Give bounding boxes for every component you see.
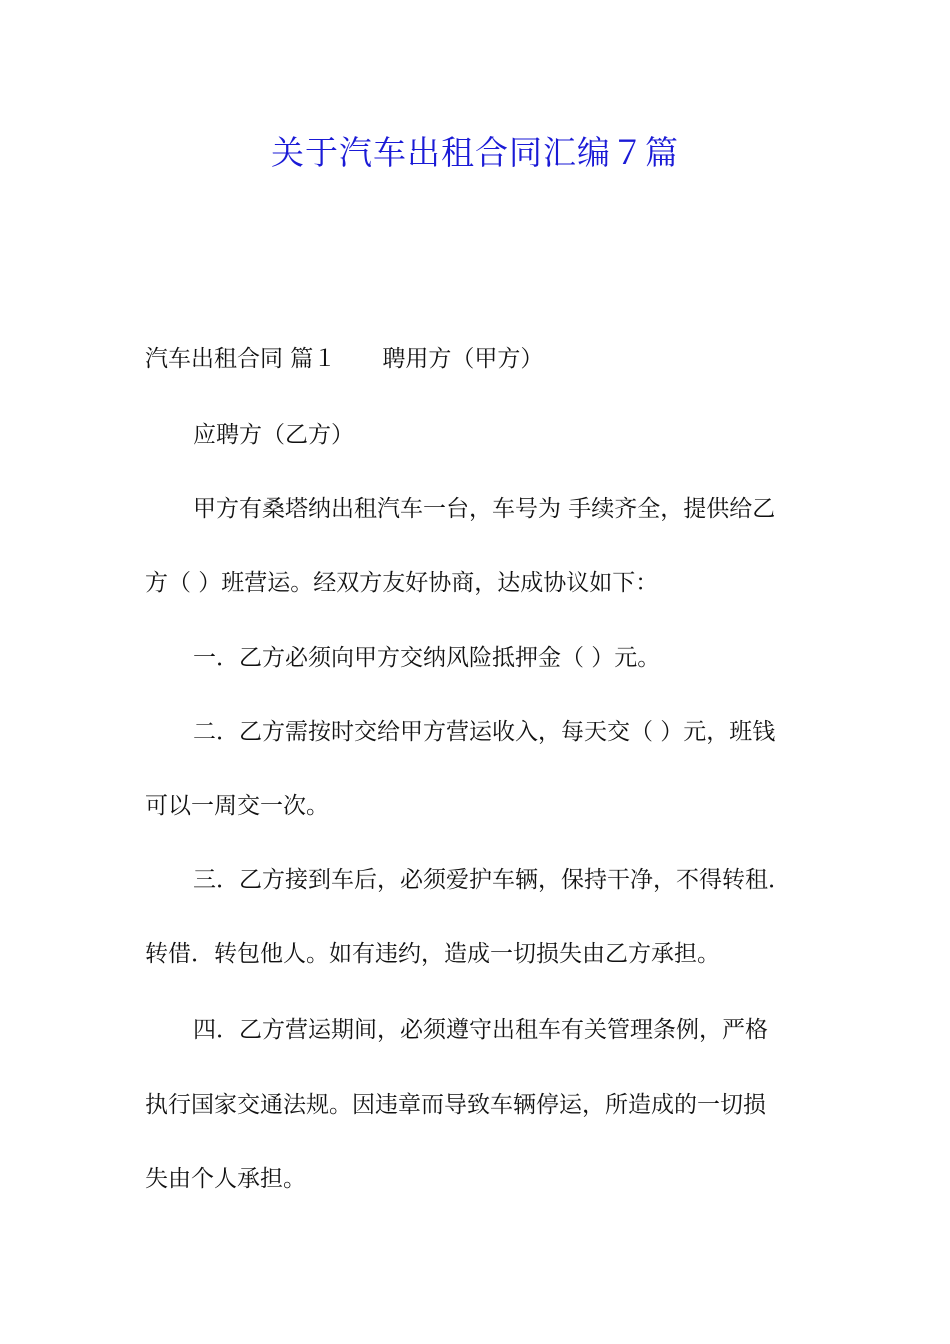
clause-3-line: 三．乙方接到车后，必须爱护车辆，保持干净，不得转租．	[193, 867, 791, 893]
paragraph-line: 应聘方（乙方）	[193, 422, 354, 448]
section-heading-line	[145, 344, 543, 374]
paragraph-line: 失由个人承担。	[145, 1166, 306, 1192]
document-title: 关于汽车出租合同汇编７篇	[271, 133, 679, 172]
paragraph-line: 执行国家交通法规。因违章而导致车辆停运，所造成的一切损	[145, 1092, 766, 1118]
section-title: 汽车出租合同 篇１	[145, 346, 337, 372]
paragraph-line: 方（ ）班营运。经双方友好协商，达成协议如下：	[145, 570, 659, 596]
clause-2-line: 二．乙方需按时交给甲方营运收入，每天交（ ）元，班钱	[193, 719, 776, 745]
paragraph-line: 甲方有桑塔纳出租汽车一台，车号为 手续齐全，提供给乙	[193, 496, 776, 522]
employer-label: 聘用方（甲方）	[382, 346, 544, 372]
paragraph-line: 可以一周交一次。	[145, 793, 329, 819]
paragraph-line: 转借．转包他人。如有违约，造成一切损失由乙方承担。	[145, 941, 720, 967]
clause-1-line: 一．乙方必须向甲方交纳风险抵押金（ ）元。	[193, 645, 661, 671]
clause-4-line: 四．乙方营运期间，必须遵守出租车有关管理条例，严格	[193, 1017, 768, 1043]
